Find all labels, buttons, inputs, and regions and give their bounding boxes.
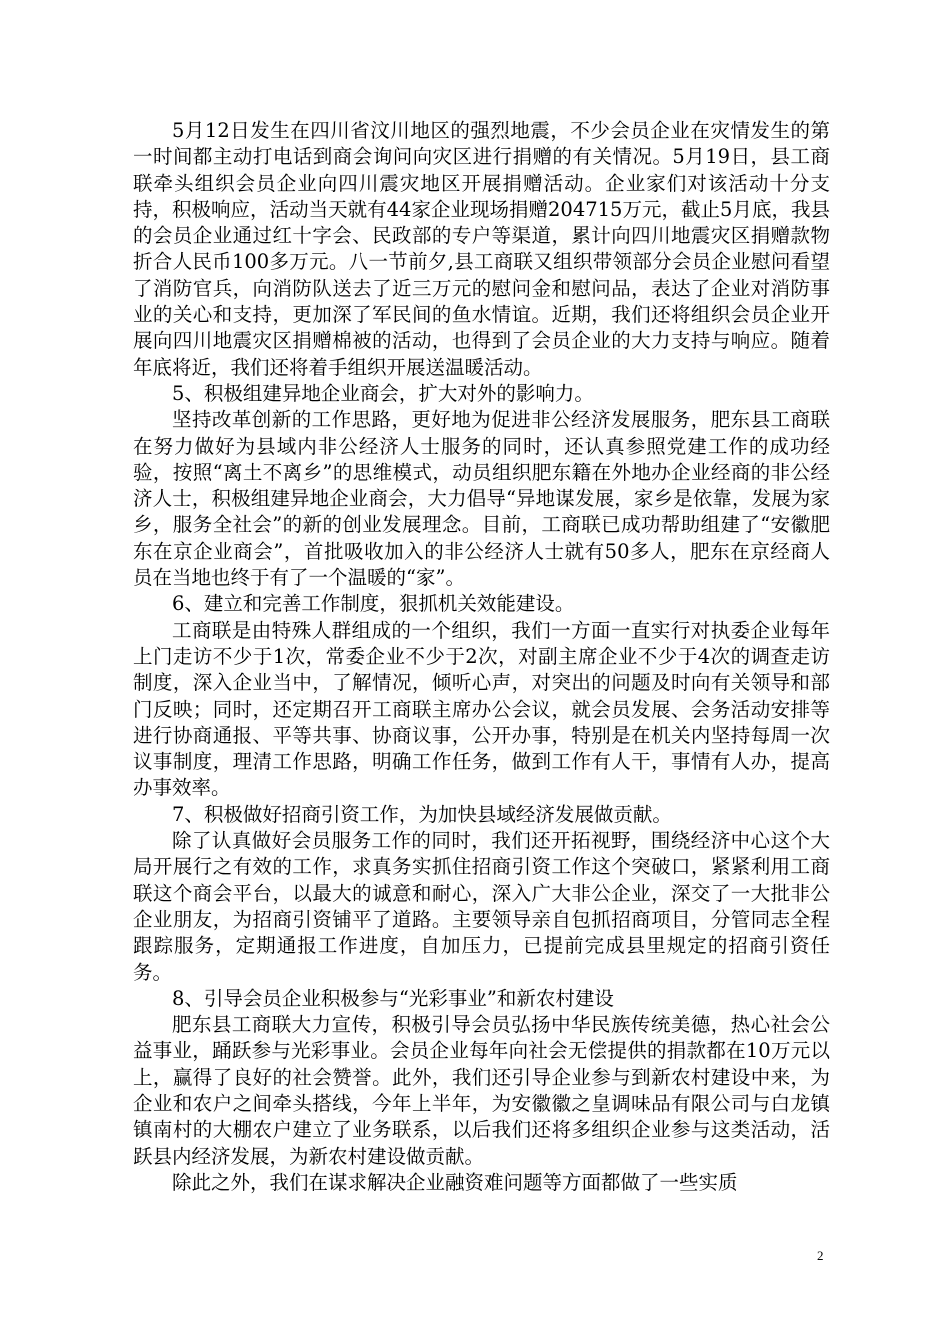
paragraph-closing: 除此之外，我们在谋求解决企业融资难问题等方面都做了一些实质 [172, 1170, 738, 1194]
paragraph-guangcai: 肥东县工商联大力宣传，积极引导会员弘扬中华民族传统美德，热心社会公益事业，踊跃参与光彩事业。会员企业每年向社会无偿提供的捐款都在10万元以上，赢得了良好的社会赞誉。此外，我们还引导企业参与到新农村建设中来，为企业和农户之间牵头搭线，今年上半年，为安徽徽之皇调味品有限公司与白龙镇镇南村的大棚农户建立了业务联系，以后我们还将多组织企业参与这类活动，活跃县内经济发展，为新农村建设做贡献。 [133, 1013, 830, 1168]
section-heading-7: 7、积极做好招商引资工作，为加快县域经济发展做贡献。 [172, 802, 672, 826]
paragraph-earthquake-donation: 5月12日发生在四川省汶川地区的强烈地震，不少会员企业在灾情发生的第一时间都主动打电话到商会询问向灾区进行捐赠的有关情况。5月19日，县工商联牵头组织会员企业向四川震灾地区开展捐赠活动。企业家们对该活动十分支持，积极响应，活动当天就有44家企业现场捐赠204715万元，截止5月底，我县的会员企业通过红十字会、民政部的专户等渠道，累计向四川地震灾区捐赠款物折合人民币100多万元。八一节前夕,县工商联又组织带领部分会员企业慰问看望了消防官兵，向消防队送去了近三万元的慰问金和慰问品，表达了企业对消防事业的关心和支持，更加深了军民间的鱼水情谊。近期，我们还将组织会员企业开展向四川地震灾区捐赠棉被的活动，也得到了会员企业的大力支持与响应。随着年底将近，我们还将着手组织开展送温暖活动。 [133, 119, 830, 379]
document-body [133, 118, 830, 1196]
section-heading-5: 5、积极组建异地企业商会，扩大对外的影响力。 [172, 381, 594, 405]
paragraph-investment: 除了认真做好会员服务工作的同时，我们还开拓视野，围绕经济中心这个大局开展行之有效的工作，求真务实抓住招商引资工作这个突破口，紧紧利用工商联这个商会平台，以最大的诚意和耐心，深入广大非公企业，深交了一大批非公企业朋友，为招商引资铺平了道路。主要领导亲自包抓招商项目，分管同志全程跟踪服务，定期通报工作进度，自加压力，已提前完成县里规定的招商引资任务。 [133, 829, 830, 984]
paragraph-remote-chamber: 坚持改革创新的工作思路，更好地为促进非公经济发展服务，肥东县工商联在努力做好为县域内非公经济人士服务的同时，还认真参照党建工作的成功经验，按照“离土不离乡”的思维模式，动员组织肥东籍在外地办企业经商的非公经济人士，积极组建异地企业商会，大力倡导“异地谋发展，家乡是依靠，发展为家乡，服务全社会”的新的创业发展理念。目前，工商联已成功帮助组建了“安徽肥东在京企业商会”，首批吸收加入的非公经济人士就有50多人，肥东在京经商人员在当地也终于有了一个温暖的“家”。 [133, 408, 830, 590]
section-heading-8: 8、引导会员企业积极参与“光彩事业”和新农村建设 [172, 986, 614, 1010]
section-heading-6: 6、建立和完善工作制度，狠抓机关效能建设。 [172, 592, 575, 616]
paragraph-work-system: 工商联是由特殊人群组成的一个组织，我们一方面一直实行对执委企业每年上门走访不少于1次，常委企业不少于2次，对副主席企业不少于4次的调查走访制度，深入企业当中，了解情况，倾听心声，对突出的问题及时向有关领导和部门反映；同时，还定期召开工商联主席办公会议，就会员发展、会务活动安排等进行协商通报、平等共事、协商议事，公开办事，特别是在机关内坚持每周一次议事制度，理清工作思路，明确工作任务，做到工作有人干，事情有人办，提高办事效率。 [133, 618, 830, 800]
page-number: 2 [817, 1248, 824, 1263]
